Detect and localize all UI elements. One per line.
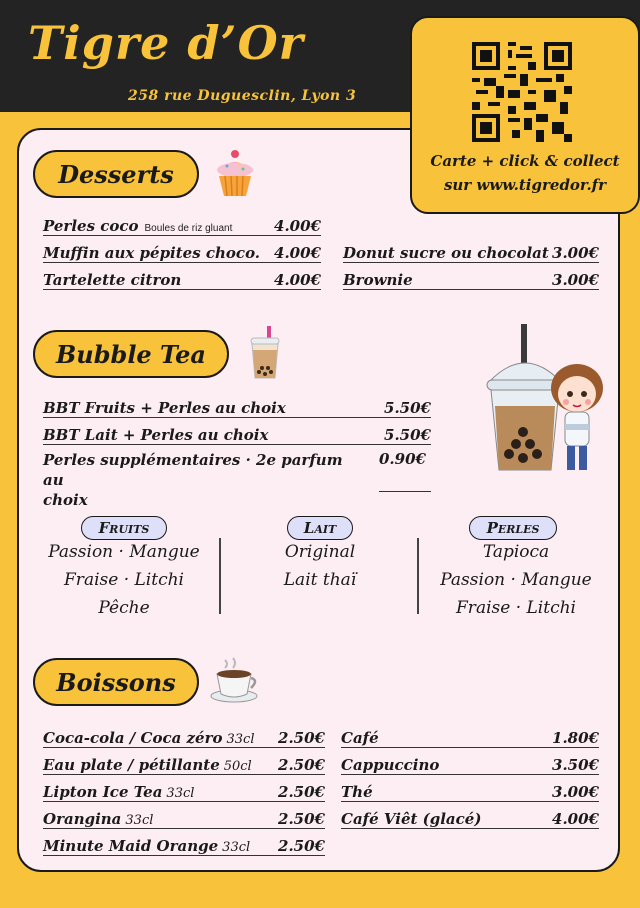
flavor-item: Passion · Mangue — [48, 542, 200, 562]
section-title-bubble-tea: Bubble Tea — [33, 330, 229, 378]
drink-row: Café Viêt (glacé) 4.00€ — [341, 807, 599, 829]
section-title-boissons: Boissons — [33, 658, 199, 706]
drink-row: Cappuccino 3.50€ — [341, 753, 599, 775]
cupcake-icon — [213, 146, 257, 198]
flavor-column-head-perles: Perles — [469, 516, 557, 540]
qr-box — [410, 16, 640, 214]
bubble-tea-girl-illustration — [485, 324, 605, 476]
flavor-column-head-lait: Lait — [287, 516, 353, 540]
bubble-tea-row: BBT Fruits + Perles au choix 5.50€ — [43, 396, 431, 418]
flavor-item: Original — [284, 542, 356, 562]
drink-row: Lipton Ice Tea 33cl 2.50€ — [43, 780, 325, 802]
qr-caption-line2: sur www.tigredor.fr — [443, 176, 607, 194]
flavor-item: Pêche — [98, 598, 150, 618]
flavor-item: Lait thaï — [283, 570, 357, 590]
bubble-tea-icon — [247, 326, 283, 380]
menu-card — [17, 128, 620, 872]
flavor-column-head-fruits: Fruits — [81, 516, 167, 540]
drink-row: Minute Maid Orange 33cl 2.50€ — [43, 834, 325, 856]
dessert-row: Tartelette citron 4.00€ — [43, 268, 321, 290]
drink-row: Coca-cola / Coca zéro 33cl 2.50€ — [43, 726, 325, 748]
brand-address: 258 rue Duguesclin, Lyon 3 — [128, 88, 357, 104]
drink-row: Café 1.80€ — [341, 726, 599, 748]
dessert-row: Muffin aux pépites choco. 4.00€ — [43, 241, 321, 263]
qr-code-icon[interactable] — [472, 42, 572, 142]
bubble-tea-row: BBT Lait + Perles au choix 5.50€ — [43, 423, 431, 445]
column-divider — [219, 538, 221, 614]
drink-row: Orangina 33cl 2.50€ — [43, 807, 325, 829]
brand-title: Tigre d’Or — [28, 16, 304, 70]
bubble-tea-extra-name: Perles supplémentaires · 2e parfum au choix — [43, 451, 343, 509]
drink-row: Eau plate / pétillante 50cl 2.50€ — [43, 753, 325, 775]
qr-caption-line1: Carte + click & collect — [430, 152, 620, 170]
dessert-row: Donut sucre ou chocolat 3.00€ — [343, 241, 599, 263]
flavor-item: Fraise · Litchi — [64, 570, 184, 590]
dessert-row: Brownie 3.00€ — [343, 268, 599, 290]
flavor-item: Tapioca — [482, 542, 550, 562]
coffee-cup-icon — [209, 656, 259, 704]
flavor-item: Fraise · Litchi — [456, 598, 576, 618]
flavor-item: Passion · Mangue — [440, 570, 592, 590]
section-title-desserts: Desserts — [33, 150, 199, 198]
bubble-tea-extra-price: 0.90€ — [379, 450, 431, 492]
dessert-row: Perles coco Boules de riz gluant 4.00€ — [43, 214, 321, 236]
drink-row: Thé 3.00€ — [341, 780, 599, 802]
column-divider — [417, 538, 419, 614]
